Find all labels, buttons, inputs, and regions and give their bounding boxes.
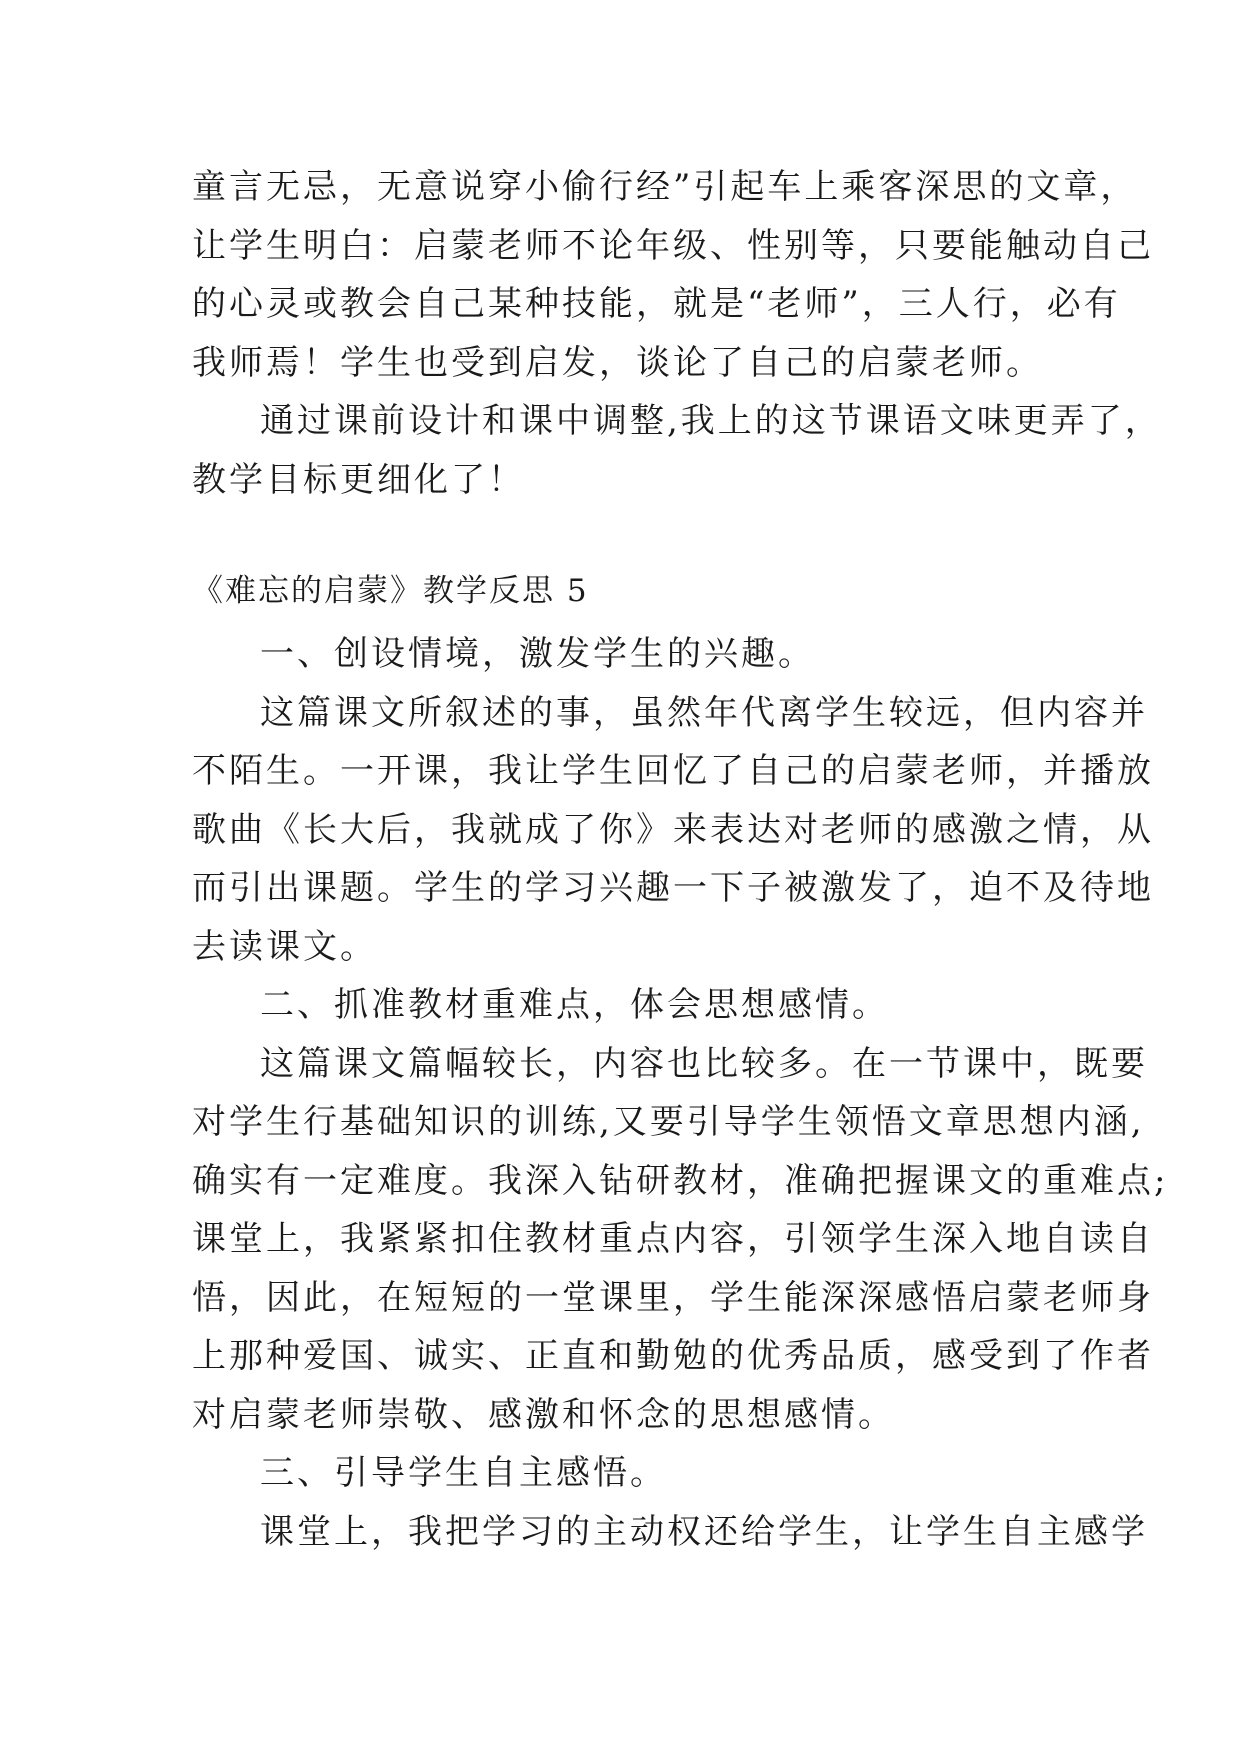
text-line: 不陌生。一开课，我让学生回忆了自己的启蒙老师，并播放 [192, 751, 1154, 791]
text-line: 通过课前设计和课中调整,我上的这节课语文味更弄了， [260, 401, 1162, 441]
text-line: 我师焉！学生也受到启发，谈论了自己的启蒙老师。 [192, 342, 1043, 383]
text-line: 让学生明白：启蒙老师不论年级、性别等，只要能触动自己 [192, 225, 1154, 266]
text-line: 上那种爱国、诚实、正直和勤勉的优秀品质，感受到了作者 [192, 1336, 1154, 1376]
text-line: 这篇课文篇幅较长，内容也比较多。在一节课中，既要 [260, 1043, 1148, 1084]
subheading-line: 一、创设情境，激发学生的兴趣。 [260, 634, 815, 674]
text-line: 歌曲《长大后，我就成了你》来表达对老师的感激之情，从 [192, 809, 1154, 850]
text-line: 教学目标更细化了！ [192, 459, 525, 500]
text-line: 去读课文。 [192, 926, 377, 967]
subheading-line: 三、引导学生自主感悟。 [260, 1453, 667, 1493]
main-text-block [192, 625, 1169, 1561]
top-text-block [192, 158, 1162, 509]
text-line: 课堂上，我把学习的主动权还给学生，让学生自主感学 [260, 1511, 1148, 1552]
text-line: 而引出课题。学生的学习兴趣一下子被激发了，迫不及待地 [192, 868, 1154, 908]
text-line: 课堂上，我紧紧扣住教材重点内容，引领学生深入地自读自 [192, 1219, 1154, 1259]
text-line: 的心灵或教会自己某种技能，就是“老师”，三人行，必有 [192, 284, 1121, 324]
text-line: 对启蒙老师崇敬、感激和怀念的思想感情。 [192, 1394, 895, 1435]
text-line: 童言无忌，无意说穿小偷行经”引起车上乘客深思的文章， [192, 167, 1138, 207]
text-line: 确实有一定难度。我深入钻研教材，准确把握课文的重难点; [192, 1160, 1169, 1201]
text-line: 对学生行基础知识的训练,又要引导学生领悟文章思想内涵, [192, 1102, 1145, 1142]
subheading-line: 二、抓准教材重难点，体会思想感情。 [260, 985, 889, 1025]
section-title: 《难忘的启蒙》教学反思 5 [192, 573, 589, 609]
text-line: 这篇课文所叙述的事，虽然年代离学生较远，但内容并 [260, 692, 1148, 733]
text-line: 悟，因此，在短短的一堂课里，学生能深深感悟启蒙老师身 [192, 1277, 1154, 1318]
